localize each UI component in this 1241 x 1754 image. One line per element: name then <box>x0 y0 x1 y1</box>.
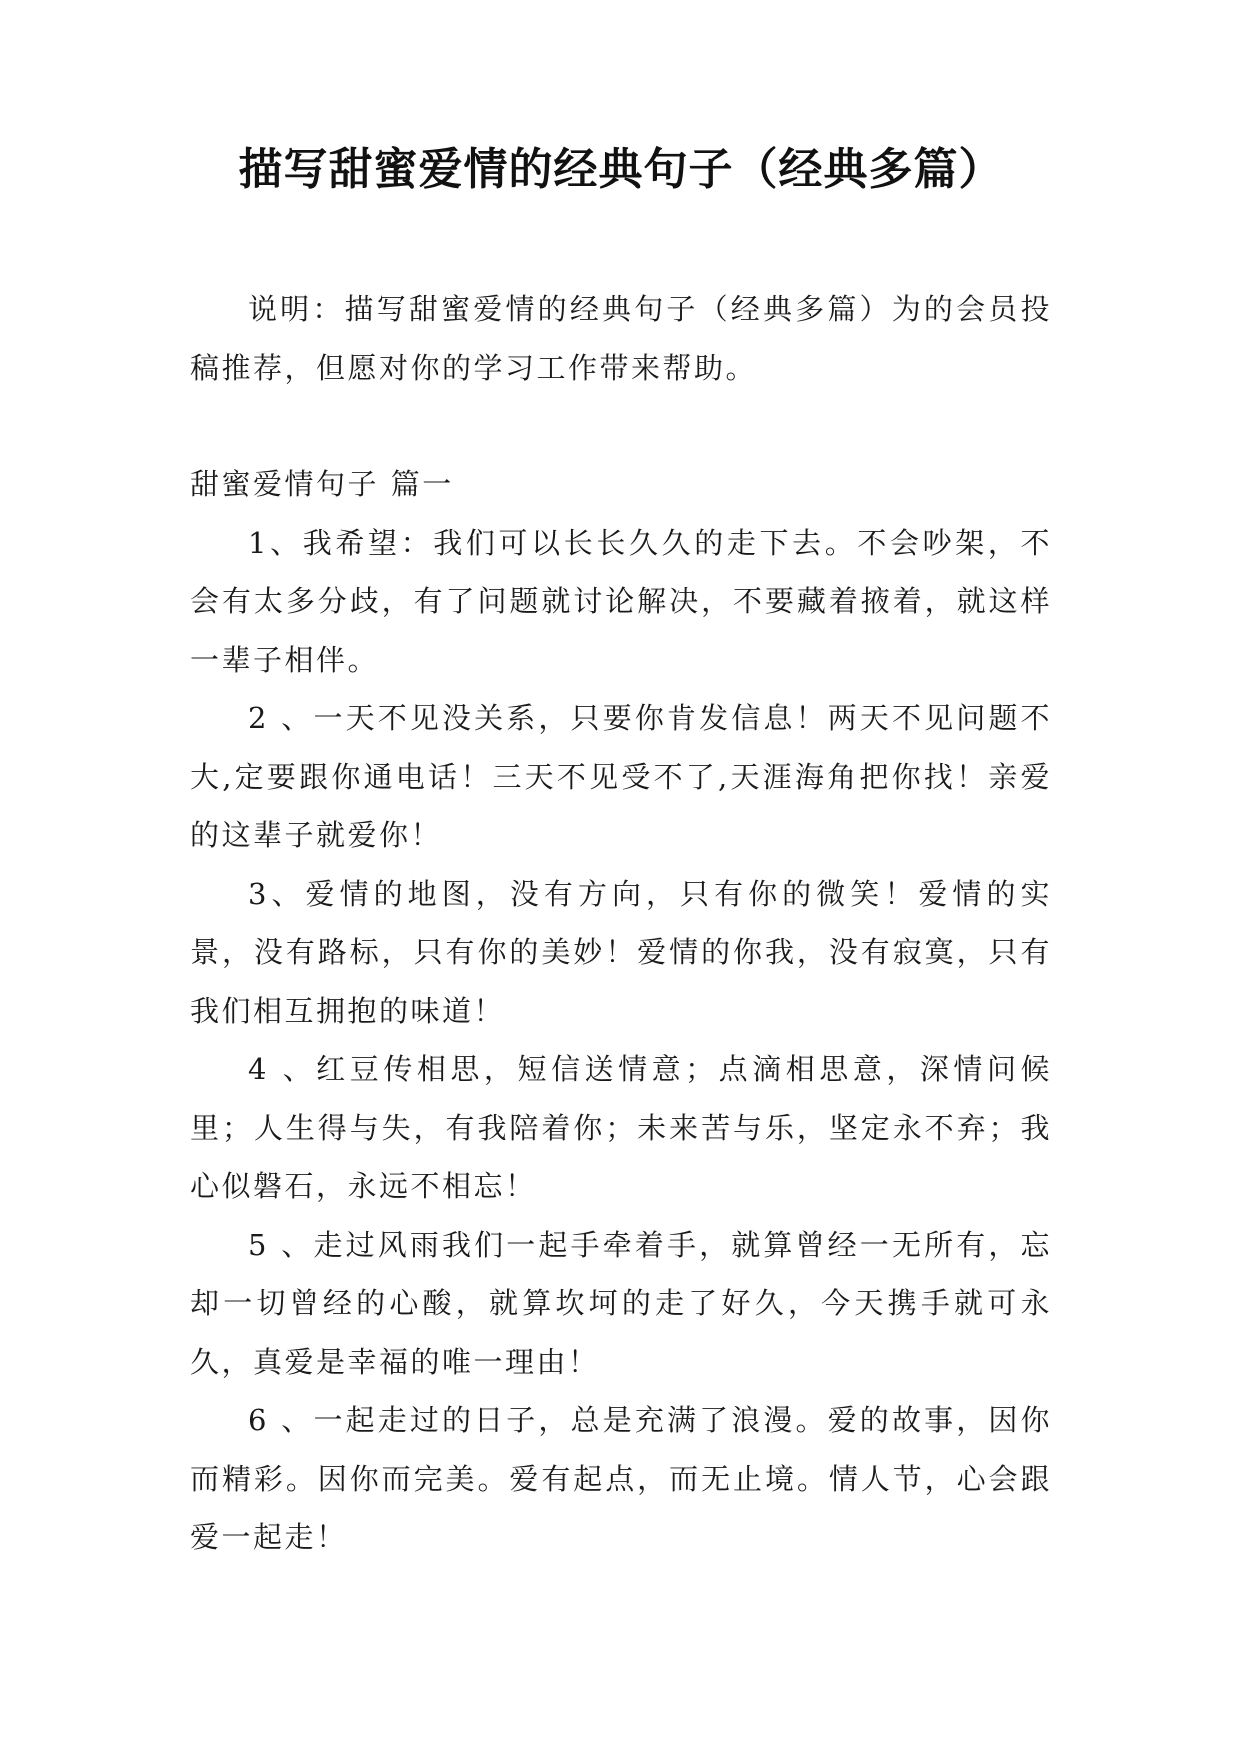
list-item: 4 、红豆传相思，短信送情意；点滴相思意，深情问候里；人生得与失，有我陪着你；未来苦与乐，坚定永不弃；我心似磐石，永远不相忘！ <box>190 1052 1052 1203</box>
intro-paragraph: 说明：描写甜蜜爱情的经典句子（经典多篇）为的会员投稿推荐，但愿对你的学习工作带来帮助。 <box>190 292 1052 385</box>
document-page <box>190 140 1052 1567</box>
section-heading: 甜蜜爱情句子 篇一 <box>190 467 454 501</box>
list-item: 5 、走过风雨我们一起手牵着手，就算曾经一无所有，忘却一切曾经的心酸，就算坎坷的走了好久，今天携手就可永久，真爱是幸福的唯一理由！ <box>190 1227 1052 1379</box>
document-title: 描写甜蜜爱情的经典句子（经典多篇） <box>238 144 1004 195</box>
list-item: 2 、一天不见没关系，只要你肯发信息！两天不见问题不大,定要跟你通电话！三天不见受不了,天涯海角把你找！亲爱的这辈子就爱你！ <box>190 701 1052 852</box>
list-item: 1、我希望：我们可以长长久久的走下去。不会吵架，不会有太多分歧，有了问题就讨论解决，不要藏着掖着，就这样一辈子相伴。 <box>190 525 1052 677</box>
list-item: 6 、一起走过的日子，总是充满了浪漫。爱的故事，因你而精彩。因你而完美。爱有起点，而无止境。情人节，心会跟爱一起走！ <box>190 1403 1052 1554</box>
list-item: 3、爱情的地图，没有方向，只有你的微笑！爱情的实景，没有路标，只有你的美妙！爱情的你我，没有寂寞，只有我们相互拥抱的味道！ <box>190 876 1052 1028</box>
